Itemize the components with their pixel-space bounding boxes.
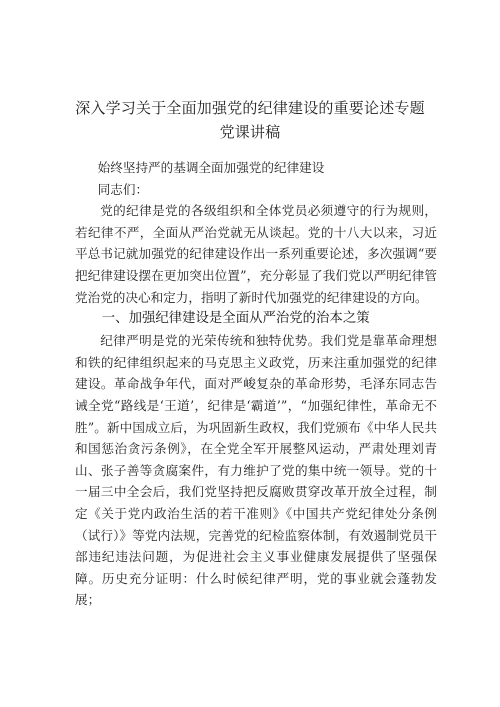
intro-paragraph: 党的纪律是党的各级组织和全体党员必须遵守的行为规则，若纪律不严，全面从严治党就无从谈起。党的十八大以来，习近平总书记就加强党的纪律建设作出一系列重要论述，多次强调“要把纪律建设摆在更加突出位置”，充分彰显了我们党以严明纪律管党治党的决心和定力，指明了新时代加强党的纪律建设的方向。 (75, 203, 437, 305)
salutation: 同志们： (97, 181, 149, 197)
document-body (75, 157, 437, 611)
document-title-line2: 党课讲稿 (219, 123, 281, 141)
document-title-line1: 深入学习关于全面加强党的纪律建设的重要论述专题 (75, 99, 425, 117)
section-1-paragraph: 纪律严明是党的光荣传统和独特优势。我们党是靠革命理想和铁的纪律组织起来的马克思主义政党，历来注重加强党的纪律建设。革命战争年代，面对严峻复杂的革命形势，毛泽东同志告诫全党“路线是‘王道’，纪律是‘霸道’”，“加强纪律性，革命无不胜”。新中国成立后，为巩固新生政权，我们党颁布《中华人民共和国惩治贪污条例》，在全党全军开展整风运动，严肃处理刘青山、张子善等贪腐案件，有力维护了党的集中统一领导。党的十一届三中全会后，我们党坚持把反腐败贯穿改革开放全过程，制定《关于党内政治生活的若干准则》《中国共产党纪律处分条例（试行）》等党内法规，完善党的纪检监察体制，有效遏制党员干部违纪违法问题，为促进社会主义事业健康发展提供了坚强保障。历史充分证明：什么时候纪律严明，党的事业就会蓬勃发展； (75, 333, 437, 608)
section-heading-1: 一、加强纪律建设是全面从严治党的治本之策 (101, 311, 370, 327)
document-subtitle: 始终坚持严的基调全面加强党的纪律建设 (97, 160, 325, 175)
